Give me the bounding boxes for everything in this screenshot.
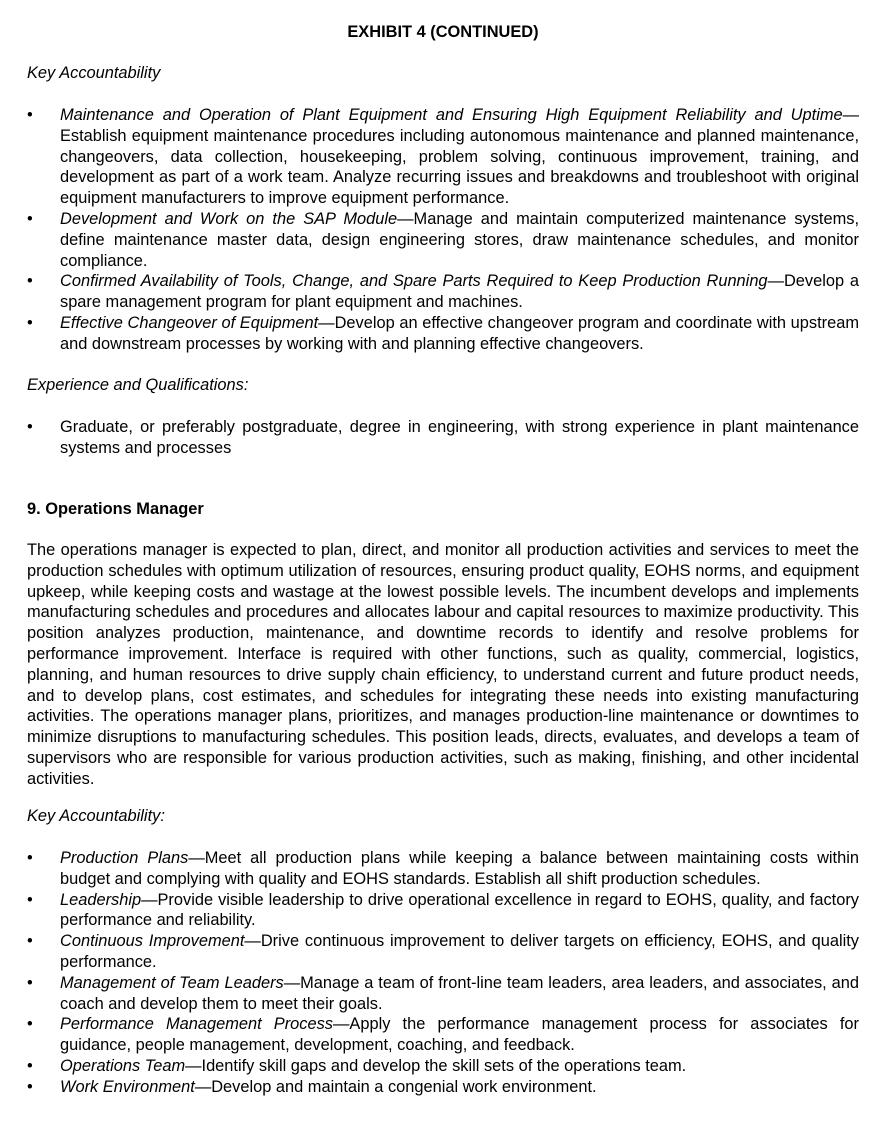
experience-list <box>27 417 859 459</box>
experience-heading: Experience and Qualifications: <box>27 376 249 394</box>
list-item <box>27 105 859 209</box>
key-accountability-heading-2: Key Accountability: <box>27 807 165 825</box>
item-text: —Meet all production plans while keeping a balance between maintaining costs within budget and complying with quality and EOHS standards. Establish all shift production schedules. <box>60 849 859 888</box>
key-accountability-list <box>27 105 859 355</box>
item-lead: Effective Changeover of Equipment <box>60 313 319 332</box>
item-text: —Drive continuous improvement to deliver targets on efficiency, EOHS, and quality performance. <box>60 932 859 971</box>
item-text: —Manage and maintain computerized maintenance systems, define maintenance master data, design engineering stores, draw maintenance schedules, and monitor compliance. <box>60 209 859 270</box>
bullet-icon: • <box>27 973 33 992</box>
bullet-icon: • <box>27 890 33 909</box>
list-item <box>27 931 859 973</box>
list-item <box>27 890 859 932</box>
item-text: —Establish equipment maintenance procedures including autonomous maintenance and planned maintenance, changeovers, data collection, housekeeping, problem solving, continuous improvement, training, and development as part of a work team. Analyze recurring issues and breakdowns and troubleshoot with original equipment manufacturers to improve equipment performance. <box>60 106 859 208</box>
bullet-icon: • <box>27 209 33 228</box>
operations-manager-description: The operations manager is expected to plan, direct, and monitor all production activities and services to meet the production schedules with optimum utilization of resources, ensuring product quality, EOHS norms, and equipment upkeep, while keeping costs and wastage at the lowest possible levels. The incumbent develops and implements manufacturing schedules and procedures and allocates labour and capital resources to maximize productivity. This position analyzes production, maintenance, and downtime records to identify and resolve problems for performance improvement. Interface is required with other functions, such as quality, commercial, logistics, planning, and human resources to drive supply chain efficiency, to understand current and future product needs, and to develop plans, cost estimates, and schedules for integrating these needs into existing manufacturing activities. The operations manager plans, prioritizes, and manages production-line maintenance or downtimes to minimize disruptions to manufacturing schedules. This position leads, directs, evaluates, and develops a team of supervisors who are responsible for various production activities, such as making, finishing, and other incidental activities. <box>27 541 859 788</box>
list-item <box>27 848 859 890</box>
bullet-icon: • <box>27 1056 33 1075</box>
item-lead: Work Environment <box>60 1077 195 1096</box>
list-item <box>27 1056 859 1077</box>
item-lead: Operations Team <box>60 1056 186 1075</box>
item-lead: Continuous Improvement <box>60 932 245 951</box>
exhibit-title: EXHIBIT 4 (CONTINUED) <box>347 23 539 41</box>
item-text: —Identify skill gaps and develop the skill sets of the operations team. <box>185 1056 687 1075</box>
item-text: —Manage a team of front-line team leaders, area leaders, and associates, and coach and develop them to meet their goals. <box>60 973 859 1013</box>
bullet-icon: • <box>27 106 33 124</box>
item-text: —Develop an effective changeover program and coordinate with upstream and downstream processes by working with and planning effective changeovers. <box>60 313 859 353</box>
bullet-icon: • <box>27 932 33 951</box>
bullet-icon: • <box>27 1015 33 1034</box>
item-text: —Develop and maintain a congenial work environment. <box>194 1077 597 1096</box>
list-item <box>27 313 859 355</box>
bullet-icon: • <box>27 849 33 867</box>
item-text: Graduate, or preferably postgraduate, degree in engineering, with strong experience in plant maintenance systems and processes <box>60 418 859 457</box>
item-lead: Performance Management Process <box>60 1015 334 1034</box>
item-lead: Production Plans <box>60 849 189 867</box>
item-text: —Provide visible leadership to drive operational excellence in regard to EOHS, quality, and factory performance and reliability. <box>60 890 859 930</box>
bullet-icon: • <box>27 418 33 436</box>
item-lead: Development and Work on the SAP Module <box>60 209 398 228</box>
list-item <box>27 209 859 271</box>
list-item <box>27 1014 859 1056</box>
bullet-icon: • <box>27 1077 33 1096</box>
item-lead: Maintenance and Operation of Plant Equipment and Ensuring High Equipment Reliability and Uptime <box>60 106 843 124</box>
item-lead: Leadership <box>60 890 142 909</box>
list-item <box>27 973 859 1015</box>
item-text: —Develop a spare management program for plant equipment and machines. <box>60 272 859 312</box>
list-item <box>27 417 859 459</box>
item-lead: Management of Team Leaders <box>60 973 284 992</box>
list-item <box>27 271 859 313</box>
operations-accountability-list <box>27 848 859 1098</box>
list-item <box>27 1077 859 1098</box>
key-accountability-heading: Key Accountability <box>27 64 161 82</box>
bullet-icon: • <box>27 272 33 291</box>
item-lead: Confirmed Availability of Tools, Change, and Spare Parts Required to Keep Production Running <box>60 272 768 291</box>
operations-manager-heading: 9. Operations Manager <box>27 500 204 518</box>
item-text: —Apply the performance management process for associates for guidance, people management, development, coaching, and feedback. <box>60 1015 859 1055</box>
bullet-icon: • <box>27 313 33 332</box>
